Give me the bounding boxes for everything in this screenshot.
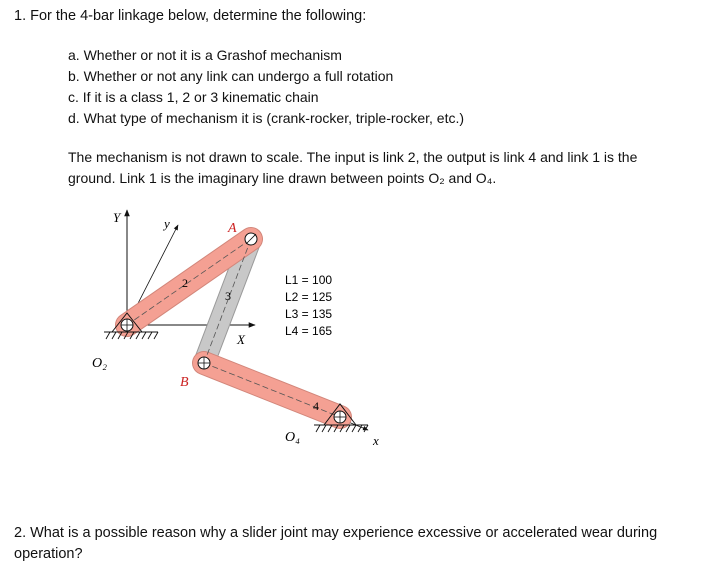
label-global-y: Y	[113, 210, 121, 225]
pin-o4	[334, 411, 346, 423]
list-item-a: a. Whether or not it is a Grashof mechanism	[68, 47, 342, 63]
pin-b	[198, 357, 210, 369]
description-line-1: The mechanism is not drawn to scale. The input is link 2, the output is link 4 and link 1 is the	[68, 149, 638, 165]
length-l2: L2 = 125	[285, 290, 333, 304]
length-l4: L4 = 165	[285, 324, 333, 338]
question-1-title: 1. For the 4-bar linkage below, determine the following:	[14, 8, 367, 24]
label-point-b: B	[180, 375, 189, 390]
list-item-c: c. If it is a class 1, 2 or 3 kinematic chain	[68, 89, 319, 105]
label-link-4: 4	[313, 399, 319, 413]
label-global-x: X	[237, 332, 245, 347]
question-2-line-2: operation?	[14, 546, 83, 562]
pin-o2	[121, 319, 133, 331]
four-bar-linkage-figure	[80, 200, 410, 462]
question-2-line-1: 2. What is a possible reason why a slider joint may experience excessive or accelerated wear during	[14, 525, 658, 541]
length-l3: L3 = 135	[285, 307, 333, 321]
label-o2: O₂	[92, 356, 107, 371]
length-l1: L1 = 100	[285, 273, 333, 287]
question-1-list	[68, 45, 464, 129]
list-item-d: d. What type of mechanism it is (crank-rocker, triple-rocker, etc.)	[68, 110, 465, 126]
mechanism-description	[68, 147, 698, 189]
label-link-2: 2	[182, 276, 188, 290]
label-local-y: y	[164, 216, 170, 231]
pin-a	[245, 233, 257, 245]
description-line-2: ground. Link 1 is the imaginary line drawn between points O₂ and O₄.	[68, 170, 497, 186]
label-link-3: 3	[225, 289, 231, 303]
list-item-b: b. Whether or not any link can undergo a full rotation	[68, 68, 394, 84]
question-2	[14, 523, 704, 565]
label-point-a: A	[228, 221, 237, 236]
label-local-x: x	[373, 433, 379, 448]
label-o4: O₄	[285, 430, 300, 445]
